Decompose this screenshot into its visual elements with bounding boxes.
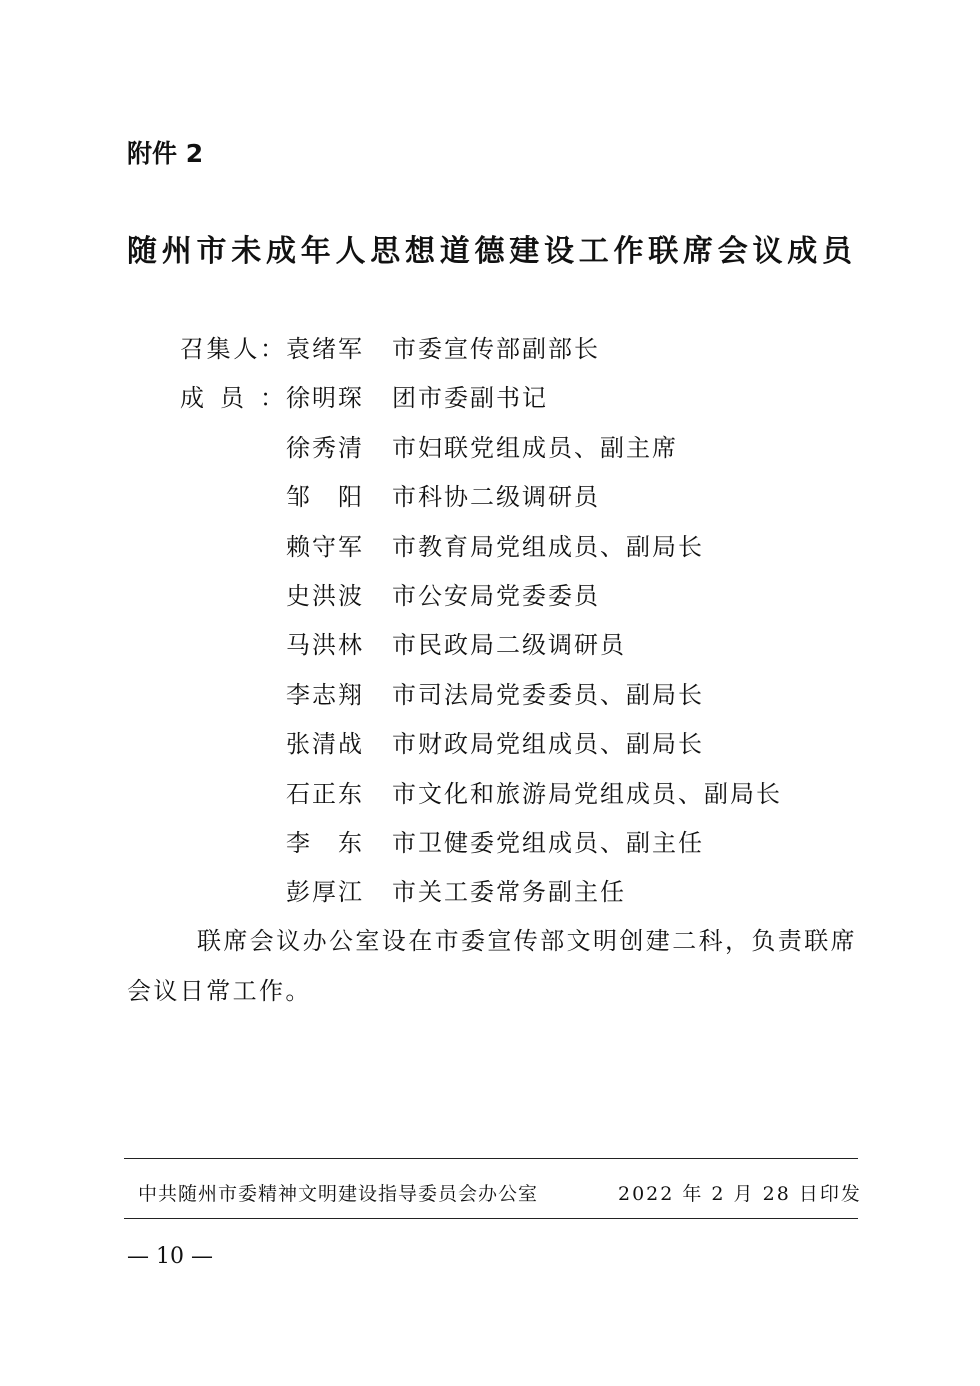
member-name: 赖守军 — [286, 532, 362, 561]
member-role-label: 召集人： — [180, 335, 284, 363]
member-name: 石正东 — [286, 779, 362, 808]
member-name: 马洪林 — [286, 631, 362, 660]
member-position: 市关工委常务副主任 — [392, 878, 626, 907]
member-row — [180, 677, 704, 713]
member-row — [180, 479, 600, 515]
footer-bottom-rule — [124, 1218, 858, 1219]
member-row — [180, 874, 626, 910]
member-position: 团市委副书记 — [392, 384, 548, 413]
member-row — [180, 627, 626, 663]
member-row — [180, 825, 704, 861]
member-name: 徐明琛 — [286, 384, 362, 413]
footer-issue-date: 2022 年 2 月 28 日印发 — [618, 1183, 862, 1205]
member-position: 市妇联党组成员、副主席 — [392, 433, 678, 462]
member-position: 市民政局二级调研员 — [392, 631, 626, 660]
member-position: 市文化和旅游局党组成员、副局长 — [392, 779, 782, 808]
member-position: 市教育局党组成员、副局长 — [392, 532, 704, 561]
member-row — [180, 430, 678, 466]
member-name: 史洪波 — [286, 582, 362, 610]
member-row — [180, 529, 704, 565]
page-number: — 10 — — [127, 1244, 213, 1269]
member-position: 市卫健委党组成员、副主任 — [392, 829, 704, 857]
member-row — [180, 331, 600, 367]
member-name: 邹阳 — [286, 483, 362, 512]
member-position: 市委宣传部副部长 — [392, 335, 600, 363]
attachment-label: 附件 2 — [127, 139, 204, 168]
member-name: 李东 — [286, 829, 362, 857]
footer-issuer: 中共随州市委精神文明建设指导委员会办公室 — [138, 1183, 539, 1205]
member-name: 徐秀清 — [286, 433, 362, 462]
member-position: 市科协二级调研员 — [392, 483, 600, 512]
footer-top-rule — [124, 1158, 858, 1159]
member-name: 彭厚江 — [286, 878, 362, 907]
member-position: 市财政局党组成员、副局长 — [392, 730, 704, 759]
note-paragraph-line-2: 会议日常工作。 — [127, 977, 312, 1005]
member-position: 市司法局党委委员、副局长 — [392, 680, 704, 709]
member-name: 李志翔 — [286, 680, 362, 709]
member-row — [180, 726, 704, 762]
note-paragraph-line-1: 联席会议办公室设在市委宣传部文明创建二科，负责联席 — [197, 927, 857, 955]
member-row — [180, 776, 782, 812]
member-position: 市公安局党委委员 — [392, 582, 600, 610]
member-name: 张清战 — [286, 730, 362, 759]
member-name: 袁绪军 — [286, 335, 362, 363]
member-row — [180, 380, 548, 416]
member-row — [180, 578, 600, 614]
member-role-label: 成员： — [180, 384, 284, 413]
document-title: 随州市未成年人思想道德建设工作联席会议成员 — [127, 234, 852, 269]
